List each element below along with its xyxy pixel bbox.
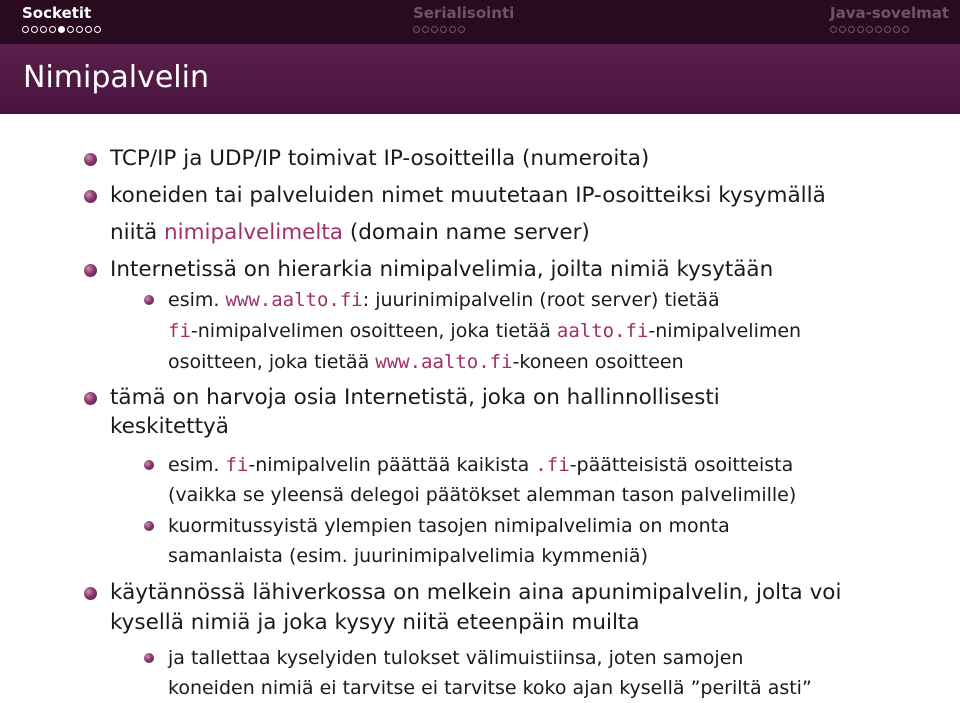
nav-dot[interactable] [884,26,891,33]
sub-bullet-ball-icon [144,460,154,470]
sub-bullet-ball-icon [144,295,154,305]
nav-dot[interactable] [94,26,101,33]
sub-bullet-text: ja tallettaa kyselyiden tulokset välimuistiinsa, joten samojen [168,647,744,669]
sub-bullet-ball-icon [144,653,154,663]
nav-dot-current[interactable] [58,26,65,33]
domain-code: fi [225,454,249,476]
bullet-ball-icon [84,587,97,600]
nav-section-socketit[interactable]: Socketit [22,4,92,22]
domain-code: aalto.fi [556,320,649,342]
domain-code: .fi [535,454,570,476]
text-run: -nimipalvelin päättää kaikista [248,454,536,476]
text-run: esim. [168,289,226,311]
text-run: osoitteen, joka tietää [168,351,376,373]
bullet-ball-icon [84,190,97,203]
sub-bullet-text: kuormitussyistä ylempien tasojen nimipalvelimia on monta [168,515,730,537]
bullet-ball-icon [84,153,97,166]
sub-bullet-ball-icon [144,521,154,531]
text-run: -nimipalvelimen [648,320,802,342]
bullet-text-continued [110,218,590,248]
text-run: -koneen osoitteen [512,351,684,373]
nav-section-java-sovelmat[interactable]: Java-sovelmat [830,4,950,22]
bullet-text: TCP/IP ja UDP/IP toimivat IP-osoitteilla (numeroita) [110,146,650,171]
slide-title: Nimipalvelin [23,60,209,95]
bullet-ball-icon [84,392,97,405]
domain-code: www.aalto.fi [225,289,363,311]
sub-bullet-text [168,285,720,315]
nav-dot[interactable] [22,26,29,33]
navigation-header [0,0,960,44]
bullet-text: Internetissä on hierarkia nimipalvelimia, joilta nimiä kysytään [110,257,774,282]
nav-dot[interactable] [440,26,447,33]
nav-section-serialisointi[interactable]: Serialisointi [413,4,515,22]
nav-dot[interactable] [431,26,438,33]
nimipalvelin-term: nimipalvelimelta [164,220,343,245]
nav-dot[interactable] [830,26,837,33]
domain-code: fi [168,320,191,342]
nav-dot[interactable] [848,26,855,33]
nav-dot[interactable] [893,26,900,33]
nav-dot[interactable] [85,26,92,33]
nav-dot[interactable] [40,26,47,33]
nav-dot[interactable] [449,26,456,33]
bullet-text-continued: keskitettyä [110,414,229,439]
text-run: esim. [168,454,226,476]
text-run: -nimipalvelimen osoitteen, joka tietää [190,320,557,342]
bullet-text-continued: kysellä nimiä ja joka kysyy niitä eteenpäin muilta [110,610,640,635]
nav-dot[interactable] [875,26,882,33]
text-run: : juurinimipalvelin (root server) tietää [362,289,720,311]
sub-bullet-text-continued: koneiden nimiä ei tarvitse ei tarvitse koko ajan kysellä ”periltä asti” [168,677,812,699]
nav-dot[interactable] [31,26,38,33]
sub-bullet-text-continued: samanlaista (esim. juurinimipalvelimia kymmeniä) [168,545,648,567]
nav-dot[interactable] [839,26,846,33]
sub-bullet-text-continued: (vaikka se yleensä delegoi päätökset alemman tason palvelimille) [168,484,797,506]
nav-dots-socketit [22,26,101,33]
bullet-text: käytännössä lähiverkossa on melkein aina apunimipalvelin, jolta voi [110,580,842,605]
text-run: -päätteisistä osoitteista [569,454,794,476]
bullet-text: koneiden tai palveluiden nimet muutetaan IP-osoitteiksi kysymällä [110,183,826,208]
text-run: (domain name server) [342,220,590,245]
nav-dot[interactable] [413,26,420,33]
nav-dot[interactable] [49,26,56,33]
bullet-ball-icon [84,264,97,277]
text-run: niitä [110,220,165,245]
nav-dot[interactable] [422,26,429,33]
sub-bullet-text-continued [168,347,684,377]
domain-code: www.aalto.fi [375,351,513,373]
bullet-text: tämä on harvoja osia Internetistä, joka on hallinnollisesti [110,385,720,410]
nav-dot[interactable] [67,26,74,33]
nav-dot[interactable] [902,26,909,33]
nav-dot[interactable] [458,26,465,33]
sub-bullet-text-continued [168,316,801,346]
nav-dots-java-sovelmat [830,26,909,33]
nav-dot[interactable] [866,26,873,33]
sub-bullet-text [168,450,793,480]
nav-dots-serialisointi [413,26,465,33]
nav-dot[interactable] [857,26,864,33]
nav-dot[interactable] [76,26,83,33]
